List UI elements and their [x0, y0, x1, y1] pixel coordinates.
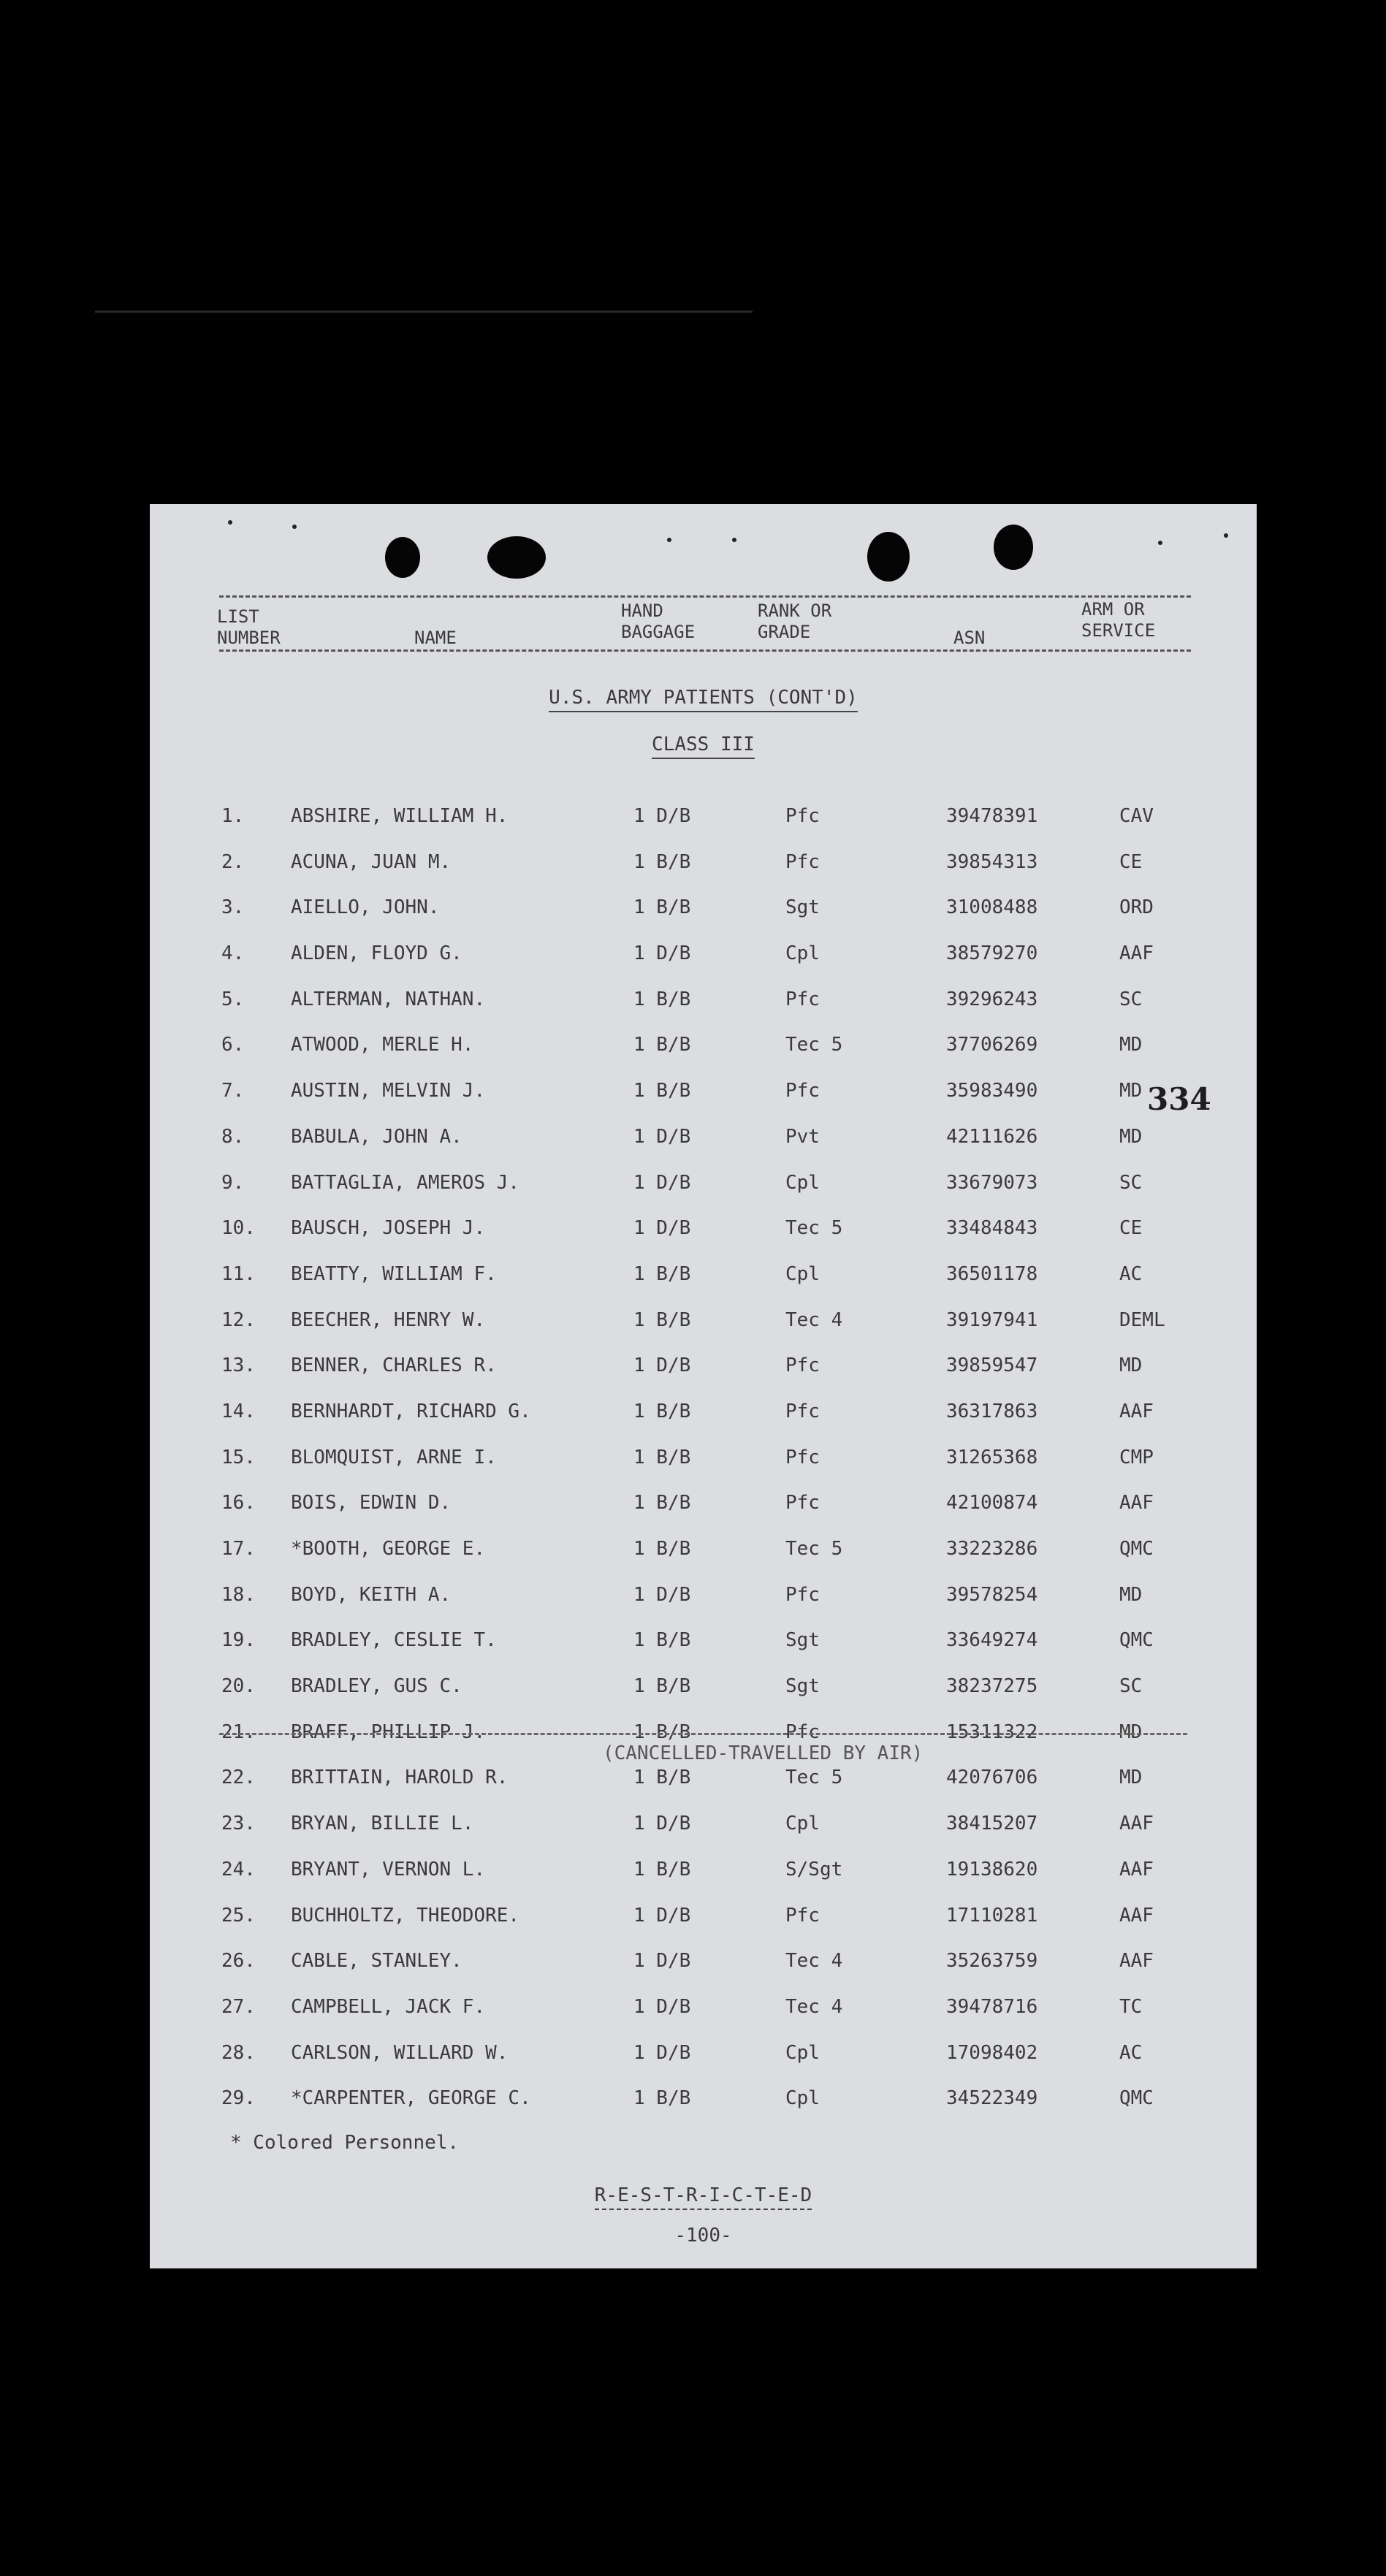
list-number-cell: 19. — [221, 1629, 256, 1652]
rank-cell: Sgt — [785, 896, 820, 919]
list-number-cell: 1. — [221, 805, 245, 827]
hand-baggage-cell: 1 D/B — [633, 2041, 691, 2064]
mark-dot — [732, 538, 736, 542]
table-row — [150, 1354, 1257, 1401]
restricted-text: R-E-S-T-R-I-C-T-E-D — [595, 2184, 812, 2210]
asn-cell: 34522349 — [946, 2087, 1038, 2110]
asn-cell: 35263759 — [946, 1950, 1038, 1973]
header-list-number: LIST NUMBER — [217, 606, 281, 648]
rank-cell: Tec 4 — [785, 1308, 843, 1331]
table-row — [150, 1172, 1257, 1218]
rank-cell: Pfc — [785, 1583, 820, 1606]
arm-or-service-cell: AAF — [1119, 1904, 1154, 1927]
rank-cell: S/Sgt — [785, 1858, 843, 1880]
asn-cell: 37706269 — [946, 1034, 1038, 1056]
row-21-cancel-note: (CANCELLED-TRAVELLED BY AIR) — [603, 1742, 924, 1764]
table-row — [150, 1767, 1257, 1813]
asn-cell: 38579270 — [946, 942, 1038, 965]
arm-or-service-cell: AAF — [1119, 1400, 1154, 1422]
name-cell: CARLSON, WILLARD W. — [291, 2041, 509, 2064]
punch-hole-3 — [867, 532, 910, 582]
hand-baggage-cell: 1 D/B — [633, 1950, 691, 1973]
hand-baggage-cell: 1 D/B — [633, 1171, 691, 1194]
hand-baggage-cell: 1 B/B — [633, 1034, 691, 1056]
hand-baggage-cell: 1 B/B — [633, 1492, 691, 1514]
list-number-cell: 23. — [221, 1813, 256, 1835]
asn-cell: 31008488 — [946, 896, 1038, 919]
rank-cell: Pfc — [785, 988, 820, 1010]
arm-or-service-cell: QMC — [1119, 2087, 1154, 2110]
arm-or-service-cell: SC — [1119, 988, 1143, 1010]
name-cell: BRITTAIN, HAROLD R. — [291, 1767, 509, 1789]
header-top-rule — [219, 595, 1191, 598]
list-number-cell: 21. — [221, 1720, 256, 1743]
list-number-cell: 7. — [221, 1080, 245, 1102]
hand-baggage-cell: 1 B/B — [633, 896, 691, 919]
header-asn: ASN — [953, 628, 986, 648]
name-cell: ABSHIRE, WILLIAM H. — [291, 805, 509, 827]
name-cell: BEECHER, HENRY W. — [291, 1308, 486, 1331]
arm-or-service-cell: MD — [1119, 1583, 1143, 1606]
hand-baggage-cell: 1 B/B — [633, 1308, 691, 1331]
name-cell: BRADLEY, GUS C. — [291, 1675, 462, 1698]
hand-baggage-cell: 1 D/B — [633, 1125, 691, 1148]
asn-cell: 39478391 — [946, 805, 1038, 827]
arm-or-service-cell: TC — [1119, 1995, 1143, 2018]
rank-cell: Cpl — [785, 1262, 820, 1285]
list-number-cell: 11. — [221, 1262, 256, 1285]
restricted-marking — [150, 2184, 1257, 2206]
table-row — [150, 2087, 1257, 2133]
arm-or-service-cell: MD — [1119, 1034, 1143, 1056]
table-row — [150, 1675, 1257, 1721]
asn-cell: 39578254 — [946, 1583, 1038, 1606]
arm-or-service-cell: MD — [1119, 1720, 1143, 1743]
name-cell: *CARPENTER, GEORGE C. — [291, 2087, 531, 2110]
list-number-cell: 22. — [221, 1767, 256, 1789]
header-name: NAME — [414, 628, 457, 648]
arm-or-service-cell: CE — [1119, 850, 1143, 873]
list-number-cell: 4. — [221, 942, 245, 965]
name-cell: AUSTIN, MELVIN J. — [291, 1080, 486, 1102]
arm-or-service-cell: AC — [1119, 1262, 1143, 1285]
rank-cell: Tec 5 — [785, 1538, 843, 1560]
mark-dot — [1224, 533, 1228, 538]
arm-or-service-cell: CMP — [1119, 1446, 1154, 1468]
table-row — [150, 1492, 1257, 1538]
asn-cell: 42076706 — [946, 1767, 1038, 1789]
rank-cell: Cpl — [785, 2041, 820, 2064]
name-cell: BLOMQUIST, ARNE I. — [291, 1446, 497, 1468]
asn-cell: 39478716 — [946, 1995, 1038, 2018]
name-cell: BRYANT, VERNON L. — [291, 1858, 486, 1880]
section-title-text: U.S. ARMY PATIENTS (CONT'D) — [549, 687, 858, 712]
punch-hole-4 — [994, 525, 1033, 570]
stamp-number: 334 — [1147, 1081, 1211, 1117]
asn-cell: 17098402 — [946, 2041, 1038, 2064]
name-cell: BERNHARDT, RICHARD G. — [291, 1400, 531, 1422]
mark-dot — [292, 525, 297, 529]
arm-or-service-cell: AAF — [1119, 942, 1154, 965]
table-row — [150, 1859, 1257, 1905]
hand-baggage-cell: 1 B/B — [633, 1400, 691, 1422]
arm-or-service-cell: MD — [1119, 1767, 1143, 1789]
rank-cell: Pfc — [785, 1720, 820, 1743]
rank-cell: Pfc — [785, 805, 820, 827]
name-cell: BOYD, KEITH A. — [291, 1583, 452, 1606]
punch-hole-1 — [385, 537, 420, 578]
list-number-cell: 29. — [221, 2087, 256, 2110]
header-rank-or-grade: RANK OR GRADE — [758, 601, 832, 642]
hand-baggage-cell: 1 B/B — [633, 1262, 691, 1285]
asn-cell: 36501178 — [946, 1262, 1038, 1285]
rank-cell: Pvt — [785, 1125, 820, 1148]
rank-cell: Cpl — [785, 1171, 820, 1194]
table-row — [150, 1538, 1257, 1584]
arm-or-service-cell: MD — [1119, 1125, 1143, 1148]
table-row — [150, 896, 1257, 942]
name-cell: CABLE, STANLEY. — [291, 1950, 462, 1973]
rank-cell: Tec 5 — [785, 1217, 843, 1240]
hand-baggage-cell: 1 B/B — [633, 988, 691, 1010]
hand-baggage-cell: 1 B/B — [633, 1538, 691, 1560]
document-page — [150, 504, 1257, 2268]
rank-cell: Pfc — [785, 1446, 820, 1468]
section-title — [150, 687, 1257, 709]
table-row — [150, 1996, 1257, 2042]
name-cell: BABULA, JOHN A. — [291, 1125, 462, 1148]
arm-or-service-cell: AAF — [1119, 1950, 1154, 1973]
rank-cell: Pfc — [785, 1904, 820, 1927]
hand-baggage-cell: 1 D/B — [633, 805, 691, 827]
table-row — [150, 1905, 1257, 1951]
list-number-cell: 6. — [221, 1034, 245, 1056]
table-row — [150, 1584, 1257, 1630]
table-row — [150, 851, 1257, 897]
name-cell: BATTAGLIA, AMEROS J. — [291, 1171, 520, 1194]
asn-cell: 33649274 — [946, 1629, 1038, 1652]
mark-dot — [1158, 541, 1162, 545]
punch-hole-2 — [487, 536, 546, 579]
list-number-cell: 20. — [221, 1675, 256, 1698]
asn-cell: 38237275 — [946, 1675, 1038, 1698]
table-row — [150, 988, 1257, 1034]
list-number-cell: 24. — [221, 1858, 256, 1880]
hand-baggage-cell: 1 B/B — [633, 850, 691, 873]
arm-or-service-cell: QMC — [1119, 1629, 1154, 1652]
arm-or-service-cell: AC — [1119, 2041, 1143, 2064]
arm-or-service-cell: CAV — [1119, 805, 1154, 827]
name-cell: BRAFF, PHILLIP J. — [291, 1720, 486, 1743]
asn-cell: 17110281 — [946, 1904, 1038, 1927]
patient-roster — [150, 805, 1257, 2133]
asn-cell: 33484843 — [946, 1217, 1038, 1240]
header-bottom-rule — [219, 649, 1191, 652]
asn-cell: 33223286 — [946, 1538, 1038, 1560]
arm-or-service-cell: SC — [1119, 1171, 1143, 1194]
name-cell: *BOOTH, GEORGE E. — [291, 1538, 486, 1560]
arm-or-service-cell: CE — [1119, 1217, 1143, 1240]
name-cell: BAUSCH, JOSEPH J. — [291, 1217, 486, 1240]
table-row — [150, 1126, 1257, 1172]
list-number-cell: 28. — [221, 2041, 256, 2064]
list-number-cell: 5. — [221, 988, 245, 1010]
arm-or-service-cell: AAF — [1119, 1858, 1154, 1880]
name-cell: BENNER, CHARLES R. — [291, 1354, 497, 1377]
asn-cell: 39859547 — [946, 1354, 1038, 1377]
arm-or-service-cell: MD — [1119, 1080, 1143, 1102]
table-row — [150, 2042, 1257, 2088]
name-cell: ATWOOD, MERLE H. — [291, 1034, 474, 1056]
hand-baggage-cell: 1 B/B — [633, 2087, 691, 2110]
footnote: * Colored Personnel. — [230, 2132, 460, 2154]
table-row — [150, 1263, 1257, 1309]
mark-dot — [228, 520, 232, 525]
arm-or-service-cell: ORD — [1119, 896, 1154, 919]
rank-cell: Pfc — [785, 850, 820, 873]
table-row — [150, 1447, 1257, 1493]
hand-baggage-cell: 1 B/B — [633, 1080, 691, 1102]
rank-cell: Cpl — [785, 2087, 820, 2110]
name-cell: AIELLO, JOHN. — [291, 896, 440, 919]
table-row — [150, 1401, 1257, 1447]
list-number-cell: 12. — [221, 1308, 256, 1331]
class-title — [150, 733, 1257, 755]
name-cell: ALTERMAN, NATHAN. — [291, 988, 486, 1010]
hand-baggage-cell: 1 B/B — [633, 1720, 691, 1743]
arm-or-service-cell: AAF — [1119, 1813, 1154, 1835]
rank-cell: Pfc — [785, 1492, 820, 1514]
table-row — [150, 1217, 1257, 1263]
rank-cell: Cpl — [785, 1813, 820, 1835]
scan-artifact-line — [95, 310, 753, 313]
list-number-cell: 27. — [221, 1995, 256, 2018]
hand-baggage-cell: 1 D/B — [633, 1583, 691, 1606]
list-number-cell: 8. — [221, 1125, 245, 1148]
name-cell: BOIS, EDWIN D. — [291, 1492, 452, 1514]
mark-dot — [667, 538, 671, 542]
name-cell: ACUNA, JUAN M. — [291, 850, 452, 873]
list-number-cell: 14. — [221, 1400, 256, 1422]
list-number-cell: 17. — [221, 1538, 256, 1560]
list-number-cell: 3. — [221, 896, 245, 919]
list-number-cell: 2. — [221, 850, 245, 873]
name-cell: BUCHHOLTZ, THEODORE. — [291, 1904, 520, 1927]
asn-cell: 39854313 — [946, 850, 1038, 873]
rank-cell: Tec 4 — [785, 1950, 843, 1973]
arm-or-service-cell: MD — [1119, 1354, 1143, 1377]
hand-baggage-cell: 1 D/B — [633, 942, 691, 965]
rank-cell: Tec 5 — [785, 1767, 843, 1789]
header-arm-or-service: ARM OR SERVICE — [1081, 599, 1156, 641]
asn-cell: 33679073 — [946, 1171, 1038, 1194]
list-number-cell: 18. — [221, 1583, 256, 1606]
asn-cell: 36317863 — [946, 1400, 1038, 1422]
asn-cell: 19138620 — [946, 1858, 1038, 1880]
table-row — [150, 805, 1257, 851]
table-row — [150, 1309, 1257, 1355]
class-title-text: CLASS III — [652, 733, 755, 759]
hand-baggage-cell: 1 D/B — [633, 1354, 691, 1377]
hand-baggage-cell: 1 B/B — [633, 1629, 691, 1652]
rank-cell: Cpl — [785, 942, 820, 965]
hand-baggage-cell: 1 B/B — [633, 1675, 691, 1698]
header-hand-baggage: HAND BAGGAGE — [621, 601, 696, 642]
list-number-cell: 16. — [221, 1492, 256, 1514]
asn-cell: 38415207 — [946, 1813, 1038, 1835]
table-row — [150, 1813, 1257, 1859]
name-cell: CAMPBELL, JACK F. — [291, 1995, 486, 2018]
table-row — [150, 1034, 1257, 1080]
name-cell: ALDEN, FLOYD G. — [291, 942, 462, 965]
asn-cell: 35983490 — [946, 1080, 1038, 1102]
rank-cell: Sgt — [785, 1675, 820, 1698]
hand-baggage-cell: 1 B/B — [633, 1858, 691, 1880]
rank-cell: Pfc — [785, 1354, 820, 1377]
asn-cell: 39296243 — [946, 988, 1038, 1010]
rank-cell: Sgt — [785, 1629, 820, 1652]
asn-cell: 39197941 — [946, 1308, 1038, 1331]
asn-cell: 15311322 — [946, 1720, 1038, 1743]
asn-cell: 42100874 — [946, 1492, 1038, 1514]
hand-baggage-cell: 1 D/B — [633, 1217, 691, 1240]
page-number: -100- — [674, 2225, 732, 2247]
name-cell: BRYAN, BILLIE L. — [291, 1813, 474, 1835]
name-cell: BEATTY, WILLIAM F. — [291, 1262, 497, 1285]
hand-baggage-cell: 1 D/B — [633, 1813, 691, 1835]
arm-or-service-cell: SC — [1119, 1675, 1143, 1698]
hand-baggage-cell: 1 D/B — [633, 1904, 691, 1927]
table-row — [150, 942, 1257, 988]
list-number-cell: 15. — [221, 1446, 256, 1468]
list-number-cell: 26. — [221, 1950, 256, 1973]
asn-cell: 42111626 — [946, 1125, 1038, 1148]
rank-cell: Tec 4 — [785, 1995, 843, 2018]
name-cell: BRADLEY, CESLIE T. — [291, 1629, 497, 1652]
asn-cell: 31265368 — [946, 1446, 1038, 1468]
list-number-cell: 13. — [221, 1354, 256, 1377]
table-row — [150, 1950, 1257, 1996]
table-row — [150, 1080, 1257, 1126]
arm-or-service-cell: AAF — [1119, 1492, 1154, 1514]
hand-baggage-cell: 1 D/B — [633, 1995, 691, 2018]
table-row — [150, 1629, 1257, 1675]
hand-baggage-cell: 1 B/B — [633, 1767, 691, 1789]
list-number-cell: 25. — [221, 1904, 256, 1927]
rank-cell: Tec 5 — [785, 1034, 843, 1056]
list-number-cell: 9. — [221, 1171, 245, 1194]
rank-cell: Pfc — [785, 1080, 820, 1102]
hand-baggage-cell: 1 B/B — [633, 1446, 691, 1468]
list-number-cell: 10. — [221, 1217, 256, 1240]
rank-cell: Pfc — [785, 1400, 820, 1422]
arm-or-service-cell: QMC — [1119, 1538, 1154, 1560]
arm-or-service-cell: DEML — [1119, 1308, 1165, 1331]
